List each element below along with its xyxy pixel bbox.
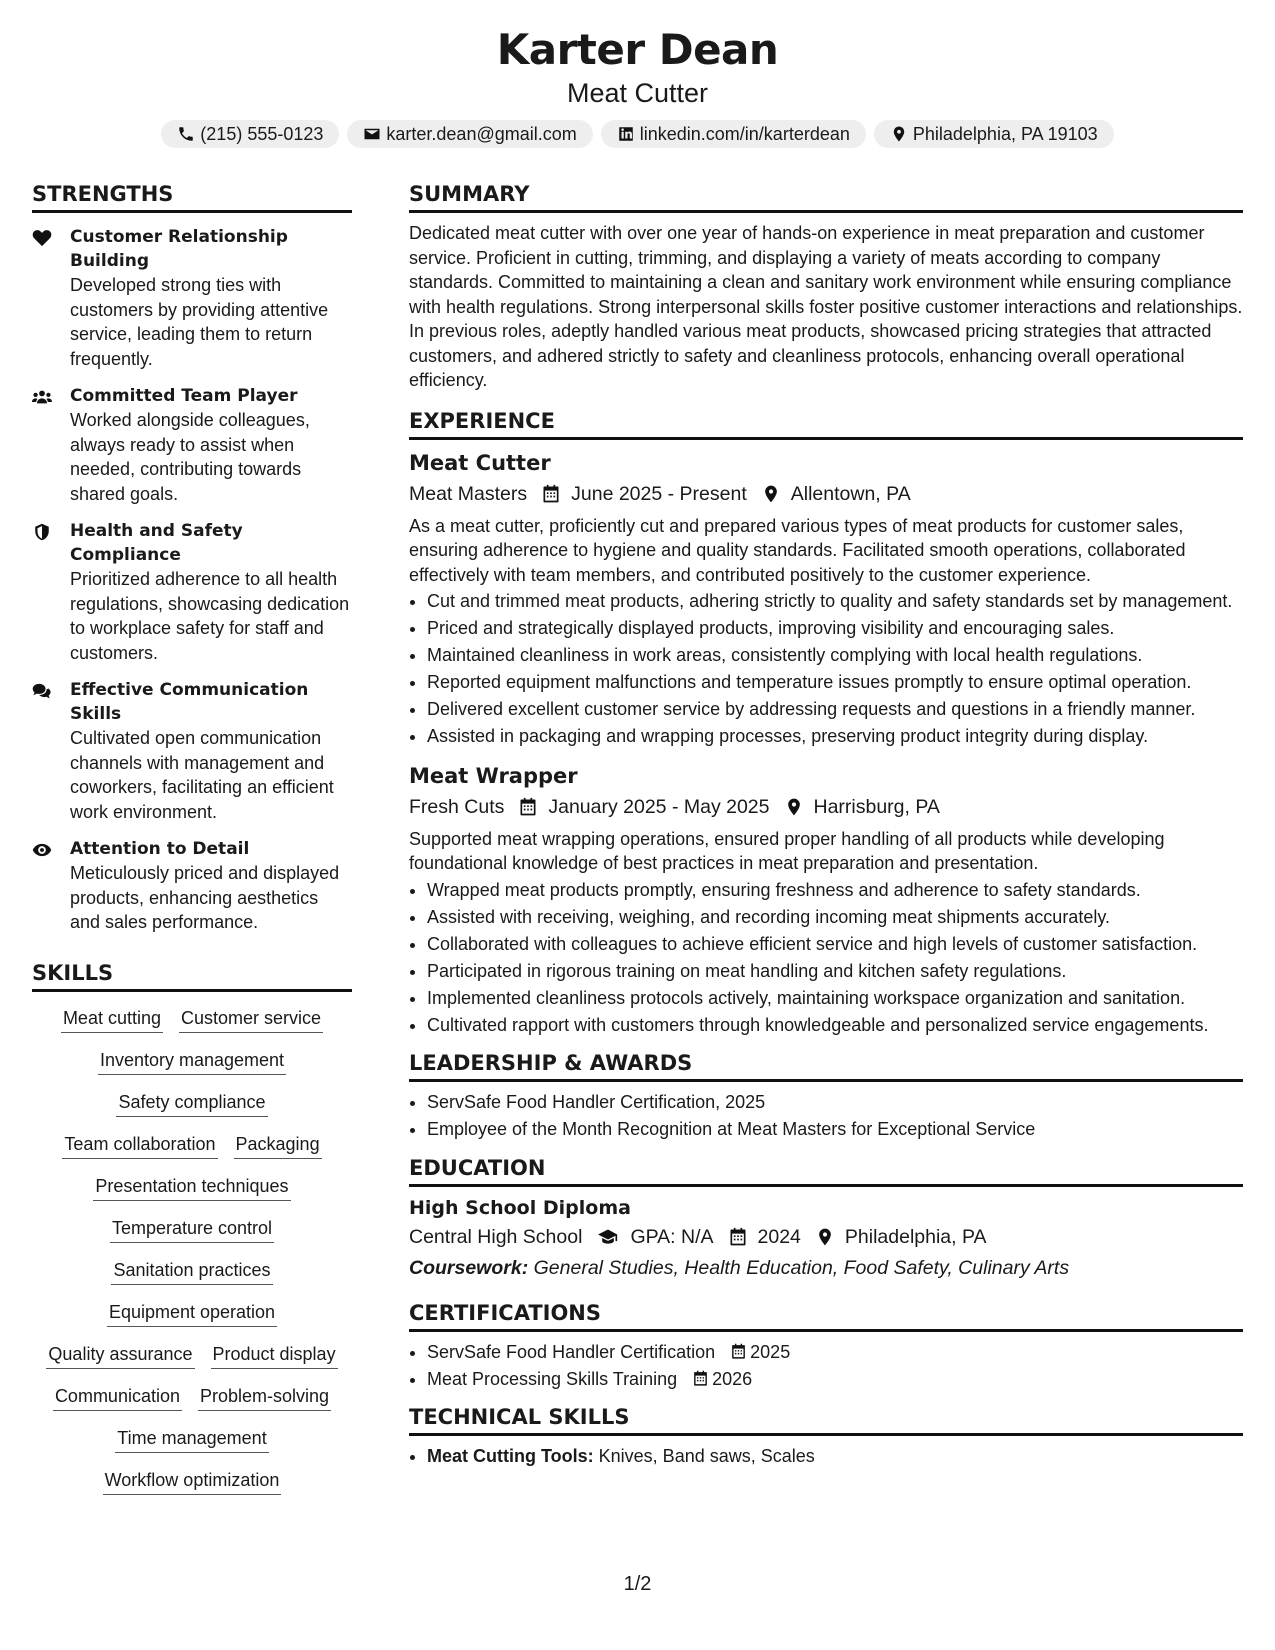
experience-heading: EXPERIENCE [409,407,1243,440]
job-desc: As a meat cutter, proficiently cut and prepared various types of meat products for customer sales, ensuring adherence to hygiene and quality standards. Facilitated smooth operations, collaborated effectively with team members, and contributed positively to the customer experience. [409,515,1186,585]
certifications-list [409,1340,1243,1392]
list-item: • Assisted in packaging and wrapping processes, preserving product integrity during display. [427,724,1243,749]
contact-location [874,120,1114,148]
comments-icon [32,682,52,700]
strength-desc: Cultivated open communication channels with management and coworkers, facilitating an efficient work environment. [70,728,334,822]
awards-heading: LEADERSHIP & AWARDS [409,1049,1243,1082]
map-pin-icon [784,797,804,817]
calendar-icon [730,1343,747,1360]
list-item: • Assisted with receiving, weighing, and recording incoming meat shipments accurately. [427,905,1243,930]
page-number: 1/2 [623,1573,652,1595]
skill-tag: Sanitation practices [111,1258,272,1285]
graduation-cap-icon [596,1227,620,1247]
left-column [32,180,352,1495]
list-item: • Collaborated with colleagues to achieve efficient service and high levels of customer satisfaction. [427,932,1243,957]
candidate-title: Meat Cutter [566,78,709,108]
technical-skills-list [409,1444,1243,1469]
certifications-heading: CERTIFICATIONS [409,1299,1243,1332]
list-item [427,1367,1243,1392]
contact-phone[interactable] [161,120,339,148]
list-item [427,1444,1243,1469]
job-title: Meat Cutter [409,450,551,475]
contact-location-text: Philadelphia, PA 19103 [912,123,1098,144]
contact-phone-text: (215) 555-0123 [200,123,324,144]
strength-item [32,837,352,935]
skill-tag: Presentation techniques [93,1174,290,1201]
cert-year: 2025 [750,1341,791,1362]
calendar-icon [692,1370,709,1387]
list-item: • Delivered excellent customer service by addressing requests and questions in a friendly manner. [427,697,1243,722]
users-icon [32,388,52,406]
list-item: • Maintained cleanliness in work areas, consistently complying with local health regulations. [427,643,1243,668]
list-item: • Cultivated rapport with customers through knowledgeable and personalized service engagements. [427,1013,1243,1038]
gpa: GPA: N/A [630,1225,714,1248]
skill-tag: Inventory management [98,1048,286,1075]
list-item: • Employee of the Month Recognition at Meat Masters for Exceptional Service [427,1117,1243,1142]
job-dates: June 2025 - Present [571,482,747,505]
strength-item [32,225,352,371]
shield-icon [32,523,52,541]
skill-tag: Packaging [234,1132,322,1159]
school-name: Central High School [409,1225,583,1248]
strength-item [32,384,352,506]
job-bullets [409,878,1243,1038]
skill-tag: Temperature control [110,1216,274,1243]
job-dates: January 2025 - May 2025 [548,795,770,818]
job-meta [409,478,1243,510]
awards-list [409,1090,1243,1142]
envelope-icon [363,125,381,143]
tech-skill-label: Meat Cutting Tools: [427,1446,594,1466]
skill-tag: Product display [211,1342,338,1369]
calendar-icon [541,484,561,504]
list-item: • Reported equipment malfunctions and temperature issues promptly to ensure optimal operation. [427,670,1243,695]
contact-email[interactable] [347,120,592,148]
calendar-icon [728,1227,748,1247]
skill-tag: Equipment operation [107,1300,277,1327]
job-desc: Supported meat wrapping operations, ensured proper handling of all products while developing foundational knowledge of best practices in meat preparation and presentation. [409,828,1165,873]
strength-desc: Meticulously priced and displayed products, enhancing aesthetics and sales performance. [70,863,340,932]
candidate-name: Karter Dean [496,25,779,74]
skill-tag: Team collaboration [62,1132,217,1159]
school-location: Philadelphia, PA [844,1225,987,1248]
eye-icon [32,841,52,859]
strength-desc: Developed strong ties with customers by providing attentive service, leading them to return frequently. [70,275,329,369]
phone-icon [177,125,195,143]
coursework [409,1253,1243,1283]
list-item: • Implemented cleanliness protocols actively, maintaining workspace organization and sanitation. [427,986,1243,1011]
skills-heading: SKILLS [32,959,352,992]
list-item: • Participated in rigorous training on meat handling and kitchen safety regulations. [427,959,1243,984]
strength-desc: Prioritized adherence to all health regulations, showcasing dedication to workplace safety for staff and customers. [70,569,350,663]
contact-bar [0,120,1275,148]
contact-email-text: karter.dean@gmail.com [386,123,577,144]
list-item [427,1340,1243,1365]
skill-tag: Meat cutting [61,1006,163,1033]
skill-tag: Problem-solving [198,1384,331,1411]
right-column [409,180,1243,1481]
strength-title: Committed Team Player [70,386,298,406]
list-item: • Priced and strategically displayed products, improving visibility and encouraging sales. [427,616,1243,641]
coursework-list: General Studies, Health Education, Food Safety, Culinary Arts [533,1256,1070,1279]
map-pin-icon [890,125,908,143]
skill-tag: Workflow optimization [103,1468,282,1495]
contact-linkedin[interactable] [601,120,866,148]
contact-linkedin-text: linkedin.com/in/karterdean [639,123,850,144]
cert-name: ServSafe Food Handler Certification [427,1341,716,1362]
skill-tag: Time management [115,1426,268,1453]
coursework-label: Coursework: [409,1256,529,1279]
list-item: • Wrapped meat products promptly, ensuring freshness and adherence to safety standards. [427,878,1243,903]
summary-heading: SUMMARY [409,180,1243,213]
strength-title: Health and Safety Compliance [70,521,243,565]
skill-tag: Customer service [179,1006,323,1033]
cert-name: Meat Processing Skills Training [427,1368,678,1389]
strength-title: Attention to Detail [70,839,250,859]
strength-item [32,519,352,665]
list-item: • ServSafe Food Handler Certification, 2025 [427,1090,1243,1115]
skill-tag: Communication [53,1384,182,1411]
skill-tag: Safety compliance [116,1090,267,1117]
skill-tag: Quality assurance [46,1342,194,1369]
tech-skill-value: Knives, Band saws, Scales [598,1446,815,1466]
strength-title: Effective Communication Skills [70,680,309,724]
strength-desc: Worked alongside colleagues, always ready to assist when needed, contributing towards shared goals. [70,410,310,504]
job-company: Fresh Cuts [409,795,505,818]
job-location: Allentown, PA [790,482,911,505]
strength-item [32,678,352,824]
cert-year: 2026 [712,1368,753,1389]
map-pin-icon [761,484,781,504]
summary-text: Dedicated meat cutter with over one year of hands-on experience in meat preparation and customer service. Proficient in cutting, trimming, and displaying a variety of meats according to company standards. Committed to maintaining a clean and sanitary work environment while ensuring compliance with health regulations. Strong interpersonal skills foster positive customer interactions and relationships. In previous roles, adeptly handled various meat products, showcased pricing strategies that attracted customers, and adhered strictly to safety and cleanliness protocols, enhancing overall operational efficiency. [409,223,1243,390]
job-company: Meat Masters [409,482,528,505]
strengths-heading: STRENGTHS [32,180,352,213]
education-entry [409,1195,1243,1283]
graduation-year: 2024 [757,1225,801,1248]
education-heading: EDUCATION [409,1154,1243,1187]
education-meta [409,1221,1243,1253]
job-title: Meat Wrapper [409,763,578,788]
job-meta [409,791,1243,823]
resume-header [0,0,1275,148]
calendar-icon [518,797,538,817]
map-pin-icon [815,1227,835,1247]
job-location: Harrisburg, PA [813,795,940,818]
job-bullets [409,589,1243,749]
skills-list [32,1006,352,1495]
strength-title: Customer Relationship Building [70,227,288,271]
list-item: • Cut and trimmed meat products, adhering strictly to quality and safety standards set by management. [427,589,1243,614]
technical-skills-heading: TECHNICAL SKILLS [409,1403,1243,1436]
linkedin-icon [617,125,635,143]
job-entry [409,761,1243,1038]
strengths-list [32,225,352,935]
heart-icon [32,229,52,247]
job-entry [409,448,1243,749]
degree: High School Diploma [409,1196,631,1219]
